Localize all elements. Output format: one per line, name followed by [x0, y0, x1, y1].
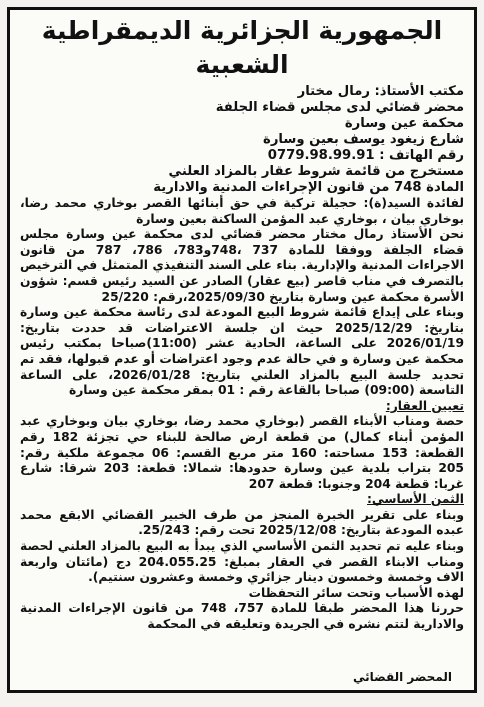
- notice-body: [20, 196, 464, 633]
- phone-label: رقم الهاتف :: [379, 148, 464, 163]
- reservations-paragraph: لهذه الأسباب وتحت سائر التحفظات: [248, 585, 464, 600]
- office-line: مكتب الأستاذ: رمال مختار: [297, 84, 464, 99]
- legal-notice: [7, 7, 477, 693]
- page-title: الجمهورية الجزائرية الديمقراطية الشعبية: [41, 16, 443, 79]
- base-price-paragraph: وبناء عليه تم تحديد الثمن الأساسي الذي يبدأ به البيع بالمزاد العلني لحصة ومناب الابناء القصر في العقار بمبلغ: 204.055.25 دج (مائتان واربعة الاف وخمسة وخمسون دينار جزائري وخمسة وعشرون سنتيم).: [20, 539, 464, 585]
- signature-label: المحضر القضائي: [352, 670, 452, 684]
- phone-line: [20, 148, 464, 164]
- address-line: شارع زيغود يوسف بعين وسارة: [263, 132, 464, 147]
- property-section-heading: تعيين العقار:: [385, 398, 464, 413]
- property-paragraph: حصة ومناب الأبناء القصر (بوخاري محمد رضا، بوخاري بيان وبوخاري عبد المؤمن أبناء كمال) من قطعة ارض صالحة للبناء حي تجزئة 182 رقم القطعة: 153 مساحته: 160 متر مربع القسم: 06 مجموعة ملكية رقم: 205 بتراب بلدية عين وسارة حدودها: شمالا: قطعة: 203 شرقا: شارع غربا: قطعة 204 وجنوبا: قطعة 207: [20, 414, 464, 491]
- beneficiary-paragraph: لفائدة السيد(ة): حجيلة تركية في حق أبنائها القصر بوخاري محمد رضا، بوخاري بيان ، بوخاري عبد المؤمن الساكنة بعين وسارة: [20, 196, 464, 226]
- document-title: مستخرج من قائمة شروط عقار بالمزاد العلني: [168, 164, 464, 179]
- phone-number: 0779.98.99.91: [267, 148, 375, 163]
- sale-dates-paragraph: وبناء على إيداع قائمة شروط البيع المودعة لدى رئاسة محكمة عين وسارة بتاريخ: 2025/12/29 حيث ان جلسة الاعتراضات قد حددت بتاريخ: 2026/01/19 على الساعة، الحادية عشر (11:00)صباحا بمكتب رئيس محكمة عين وسارة و في حالة عدم وجود اعتراضات أو عدم قبولها، فقد تم تحديد جلسة البيع بالمزاد العلني بتاريخ: 2026/01/28، على الساعة التاسعة (09:00) صباحا بالقاعة رقم : 01 بمقر محكمة عين وسارة: [20, 305, 464, 398]
- role-line: محضر قضائي لدى مجلس قضاء الجلفة: [215, 100, 464, 115]
- closing-paragraph: حررنا هذا المحضر طبقا للمادة 757، 748 من قانون الإجراءات المدنية والادارية لتتم نشره في الجريدة وتعليقه في المحكمة: [20, 601, 464, 632]
- price-section-heading: الثمن الأساسي:: [367, 492, 464, 507]
- bailiff-paragraph: نحن الأستاذ رمال مختار محضر قضائي لدى محكمة عين وسارة مجلس قضاء الجلفة ووفقا للمادة 737 ،748و783، 786، 787 من قانون الاجراءات المدنية والإدارية. بناء على السند التنفيذي المتمثل في الترخيص بالتصرف في مناب قاصر (بيع عقار) الصادر عن السيد رئيس قسم: شؤون الأسرة محكمة عين وسارة بتاريخ 2025/09/30،رقم: 25/220: [20, 227, 465, 304]
- expert-report-paragraph: وبناء على تقرير الخبرة المنجز من طرف الخبير القضائي الابقع محمد عبده المودعة بتاريخ: 2025/12/08 تحت رقم: 25/243.: [20, 507, 464, 538]
- article-reference: المادة 748 من قانون الإجراءات المدنية والادارية: [153, 180, 464, 195]
- court-line: محكمة عين وسارة: [344, 116, 464, 131]
